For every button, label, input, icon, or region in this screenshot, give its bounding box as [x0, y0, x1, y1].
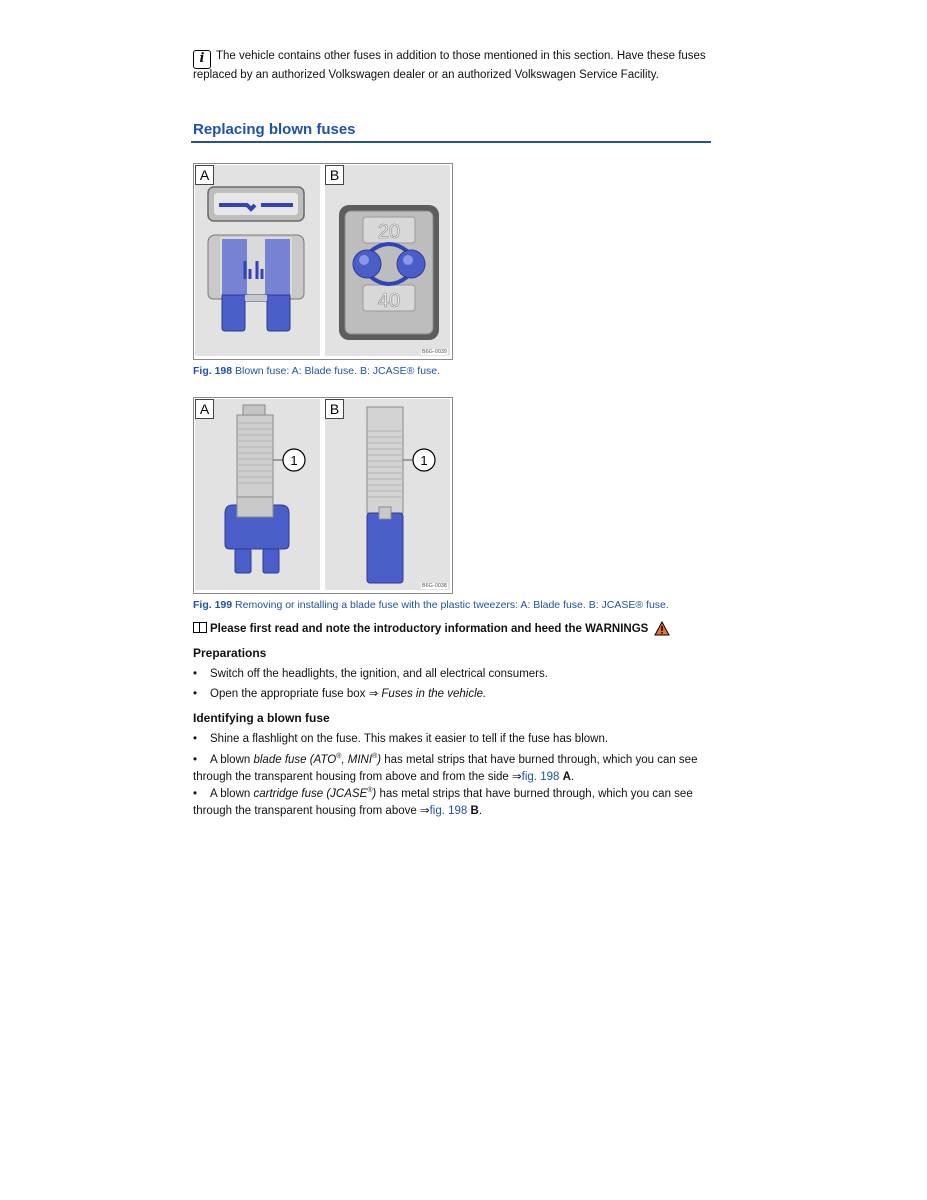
warning-icon [654, 621, 670, 636]
callout-1: 1 [290, 453, 298, 468]
jcase-fuse-blown-illustration [325, 165, 450, 356]
panel-label-b: B [325, 399, 344, 419]
read-first-text: Please first read and note the introductory information and heed the WARNINGS [210, 623, 649, 635]
identifying-heading: Identifying a blown fuse [193, 711, 330, 725]
panel-label-b: B [325, 165, 344, 185]
callout-1: 1 [420, 453, 428, 468]
list-item: • A blown cartridge fuse (JCASE®) has metal strips that have burned through, which you can see through the transparent housing from above ⇒fig. 198 B. [193, 787, 693, 818]
caption-text: Blown fuse: A: Blade fuse. B: JCASE® fuse. [235, 365, 441, 377]
caption-number: Fig. 198 [193, 365, 233, 377]
read-first-notice [193, 621, 670, 636]
info-icon: i [193, 50, 211, 69]
list-item: • Switch off the headlights, the ignition, and all electrical consumers. [193, 668, 548, 680]
figure-code: B6G-0039 [421, 349, 447, 355]
figure-code: B6G-0038 [421, 583, 447, 589]
figure-199-panel-a [195, 399, 320, 590]
info-note-text: The vehicle contains other fuses in addition to those mentioned in this section. Have these fuses replaced by an authorized Volkswagen dealer or an authorized Volkswagen Service Facility. [193, 50, 706, 81]
book-icon [193, 622, 207, 633]
fig-198-link[interactable]: fig. 198 [429, 805, 468, 818]
info-note [193, 50, 713, 82]
caption-number: Fig. 199 [193, 599, 233, 611]
arrow-icon: ⇒ [512, 771, 522, 784]
fig-198-link[interactable]: fig. 198 [521, 771, 560, 784]
figure-198-panel-b [325, 165, 450, 356]
arrow-icon: ⇒ [419, 805, 430, 818]
figure-198 [193, 163, 453, 360]
fuse-rating-bottom: 40 [377, 290, 401, 312]
figure-199-panel-b [325, 399, 450, 590]
section-title: Replacing blown fuses [193, 121, 356, 138]
figure-199 [193, 397, 453, 594]
preparations-heading: Preparations [193, 646, 267, 660]
fuse-rating-top: 20 [377, 221, 401, 243]
arrow-icon: ⇒ [368, 688, 379, 700]
list-item: • Shine a flashlight on the fuse. This makes it easier to tell if the fuse has blown. [193, 733, 609, 745]
caption-text: Removing or installing a blade fuse with the plastic tweezers: A: Blade fuse. B: JCASE® fuse. [235, 599, 669, 611]
figure-199-caption [193, 599, 669, 611]
section-divider [191, 141, 711, 143]
fuses-in-vehicle-link[interactable]: Fuses in the vehicle. [381, 688, 487, 700]
blade-fuse-blown-illustration [195, 165, 320, 356]
figure-198-caption [193, 365, 440, 377]
figure-198-panel-a [195, 165, 320, 356]
list-item: • A blown blade fuse (ATO®, MINI®) has metal strips that have burned through, which you can see through the transparent housing from above and from the side ⇒fig. 198 A. [193, 753, 698, 784]
panel-label-a: A [195, 165, 214, 185]
tweezers-blade-fuse-illustration [195, 399, 320, 590]
list-item: • Open the appropriate fuse box ⇒ Fuses in the vehicle. [193, 688, 487, 700]
panel-label-a: A [195, 399, 214, 419]
tweezers-jcase-fuse-illustration [325, 399, 450, 590]
